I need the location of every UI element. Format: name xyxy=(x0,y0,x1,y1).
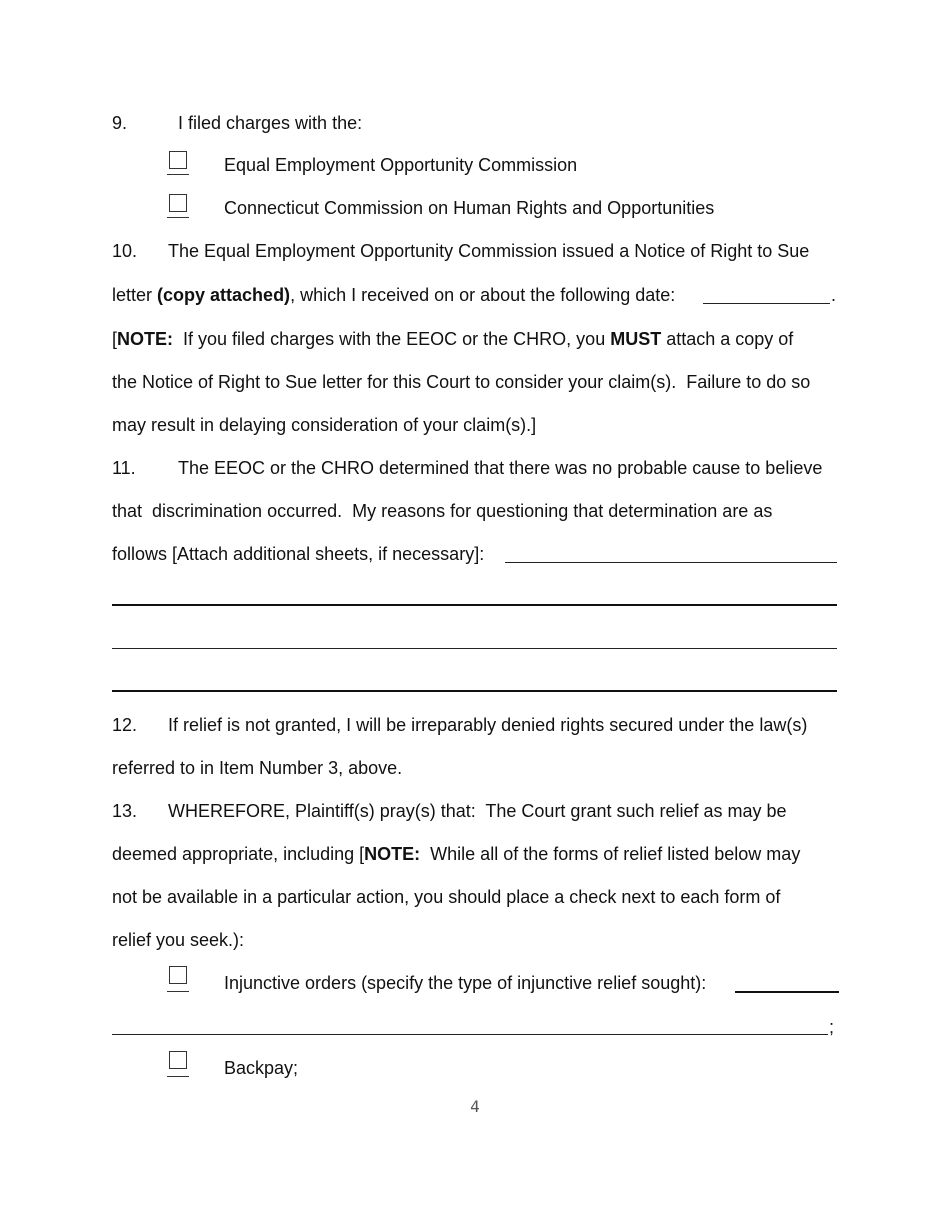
eeoc-label: Equal Employment Opportunity Commission xyxy=(224,155,578,175)
eeoc-checkbox[interactable] xyxy=(169,151,187,169)
item11-line3: follows [Attach additional sheets, if necessary]: xyxy=(112,544,485,564)
item13-line4: relief you seek.): xyxy=(112,930,245,950)
chro-checkbox-underline xyxy=(167,217,189,218)
item10-note-line3: may result in delaying consideration of your claim(s).] xyxy=(112,415,537,435)
page-number: 4 xyxy=(470,1097,480,1116)
item12-line2: referred to in Item Number 3, above. xyxy=(112,758,403,778)
item11-line1 xyxy=(112,457,822,479)
item13-line2 xyxy=(112,843,800,865)
injunctive-checkbox-underline xyxy=(167,991,189,992)
note-open-bracket: [ xyxy=(112,329,118,349)
reasons-field-line1[interactable] xyxy=(505,562,837,563)
backpay-checkbox-underline xyxy=(167,1076,189,1077)
injunctive-relief-field-line1[interactable] xyxy=(735,991,839,993)
item13-note-label: NOTE: xyxy=(364,844,421,864)
item13-line1 xyxy=(112,800,787,822)
chro-checkbox[interactable] xyxy=(169,194,187,212)
note-text-b: attach a copy of xyxy=(661,329,794,349)
copy-attached-label: (copy attached) xyxy=(157,285,291,305)
note-label: NOTE: xyxy=(117,329,174,349)
item12-line1 xyxy=(112,714,807,736)
item13-line3: not be available in a particular action, you should place a check next to each form of xyxy=(112,887,781,907)
item9-line xyxy=(112,112,362,134)
item10-line2-post: , which I received on or about the following date: xyxy=(290,285,676,305)
must-label: MUST xyxy=(610,329,662,349)
item10-line1 xyxy=(112,240,809,262)
item11-text: The EEOC or the CHRO determined that there was no probable cause to believe xyxy=(178,458,823,478)
reasons-field-line3[interactable] xyxy=(112,648,837,649)
injunctive-orders-label: Injunctive orders (specify the type of injunctive relief sought): xyxy=(224,973,707,993)
reasons-field-line4[interactable] xyxy=(112,690,837,692)
item10-date-period: . xyxy=(831,285,837,305)
item13-number: 13. xyxy=(112,801,138,821)
item13-text: WHEREFORE, Plaintiff(s) pray(s) that: The Court grant such relief as may be xyxy=(168,801,787,821)
injunctive-relief-field-line2[interactable] xyxy=(112,1034,828,1035)
injunctive-semicolon: ; xyxy=(829,1017,835,1037)
item10-number: 10. xyxy=(112,241,138,261)
item12-text: If relief is not granted, I will be irreparably denied rights secured under the law(s) xyxy=(168,715,808,735)
injunctive-orders-checkbox[interactable] xyxy=(169,966,187,984)
item9-number: 9. xyxy=(112,113,128,133)
backpay-label: Backpay; xyxy=(224,1058,299,1078)
eeoc-checkbox-underline xyxy=(167,174,189,175)
item11-line2: that discrimination occurred. My reasons for questioning that determination are as xyxy=(112,501,773,521)
item10-note-line2: the Notice of Right to Sue letter for this Court to consider your claim(s). Failure to do so xyxy=(112,372,811,392)
item10-line2-pre: letter xyxy=(112,285,158,305)
item13-line2-pre: deemed appropriate, including [ xyxy=(112,844,365,864)
item12-number: 12. xyxy=(112,715,138,735)
item9-text: I filed charges with the: xyxy=(178,113,363,133)
item11-number: 11. xyxy=(112,458,136,478)
note-text-a: If you filed charges with the EEOC or the CHRO, you xyxy=(173,329,611,349)
item10-note-line1 xyxy=(112,328,793,350)
backpay-checkbox[interactable] xyxy=(169,1051,187,1069)
received-date-field[interactable] xyxy=(703,303,830,304)
reasons-field-line2[interactable] xyxy=(112,604,837,606)
chro-label: Connecticut Commission on Human Rights and Opportunities xyxy=(224,198,715,218)
item10-text: The Equal Employment Opportunity Commission issued a Notice of Right to Sue xyxy=(168,241,810,261)
item10-line2 xyxy=(112,284,675,306)
item13-line2-post: While all of the forms of relief listed below may xyxy=(420,844,801,864)
